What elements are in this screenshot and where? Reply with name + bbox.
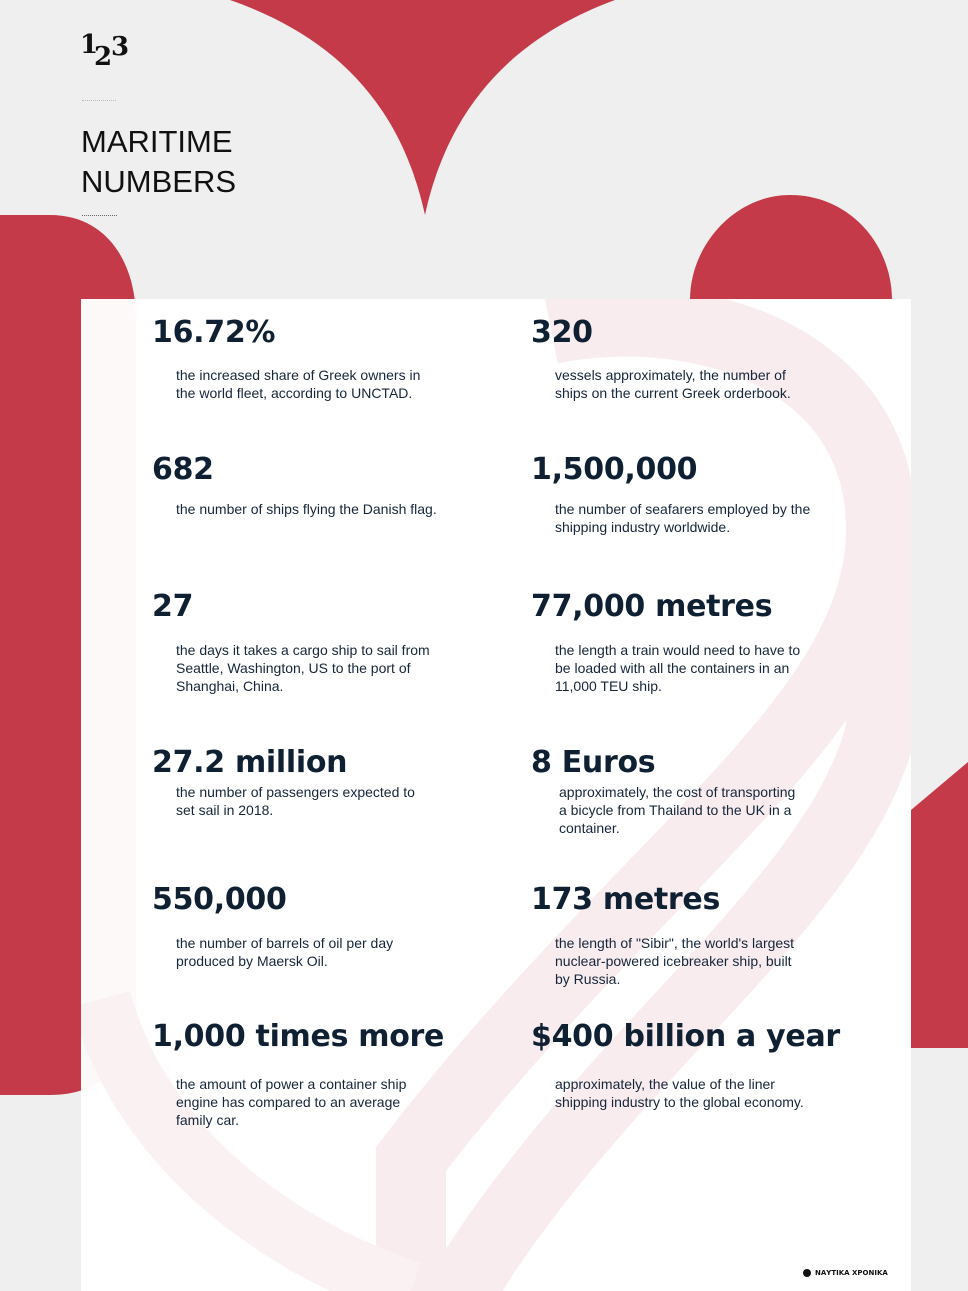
- stat-description: the number of barrels of oil per day produced by Maersk Oil.: [176, 935, 394, 969]
- stat-description: the length of "Sibir", the world's largest nuclear-powered icebreaker ship, built by Russia.: [555, 935, 795, 987]
- stat-item: [531, 589, 772, 624]
- logo: 1 2 3: [80, 30, 130, 72]
- stat-description: the increased share of Greek owners in the world fleet, according to UNCTAD.: [176, 367, 421, 401]
- publisher-brand: ΝΑΥΤΙΚΑ ΧΡΟΝΙΚΑ: [803, 1269, 888, 1277]
- stat-item: [152, 882, 287, 917]
- stat-item: [152, 1019, 444, 1054]
- stat-value: 1,500,000: [531, 452, 698, 487]
- stat-item: [152, 452, 214, 487]
- stat-item: [531, 315, 593, 350]
- stat-value: 27: [152, 589, 194, 624]
- stat-description: the number of passengers expected to set sail in 2018.: [176, 784, 415, 818]
- stat-item: [152, 589, 193, 624]
- stat-value: 320: [531, 315, 593, 350]
- stat-description: the amount of power a container ship engine has compared to an average family car.: [176, 1076, 407, 1128]
- stat-value: 8 Euros: [531, 745, 656, 780]
- stat-description: the number of ships flying the Danish flag.: [176, 501, 437, 517]
- stat-item: [531, 452, 697, 487]
- stat-description: the number of seafarers employed by the shipping industry worldwide.: [555, 501, 811, 535]
- stat-value: 550,000: [152, 882, 287, 917]
- stat-item: [152, 745, 347, 780]
- stat-description: vessels approximately, the number of ships on the current Greek orderbook.: [555, 367, 791, 401]
- stat-value: 1,000 times more: [152, 1019, 445, 1054]
- stat-value: 682: [152, 452, 214, 487]
- stat-description: the length a train would need to have to be loaded with all the containers in an 11,000 TEU ship.: [555, 642, 801, 694]
- stat-value: 16.72%: [152, 315, 276, 350]
- stat-item: [531, 882, 720, 917]
- stat-description: the days it takes a cargo ship to sail from Seattle, Washington, US to the port of Shanghai, China.: [176, 642, 430, 694]
- circle-dot-icon: [803, 1269, 811, 1277]
- divider: [82, 100, 116, 101]
- stat-value: 27.2 million: [152, 745, 348, 780]
- top-red-shape: [230, 0, 615, 215]
- stat-item: [152, 315, 275, 350]
- stat-description: approximately, the value of the liner shipping industry to the global economy.: [555, 1076, 804, 1110]
- stats-panel: [81, 299, 911, 1291]
- stat-description: approximately, the cost of transporting a bicycle from Thailand to the UK in a container.: [559, 784, 796, 836]
- right-red-shape: [690, 195, 892, 300]
- right-lower-red-shape: [911, 762, 968, 1048]
- title-divider: [82, 215, 117, 216]
- stat-value: $400 billion a year: [531, 1019, 840, 1054]
- stat-item: [531, 745, 655, 780]
- page-title: MARITIME NUMBERS: [81, 124, 237, 199]
- stat-value: 173 metres: [531, 882, 721, 917]
- stat-value: 77,000 metres: [531, 589, 773, 624]
- stat-item: [531, 1019, 840, 1054]
